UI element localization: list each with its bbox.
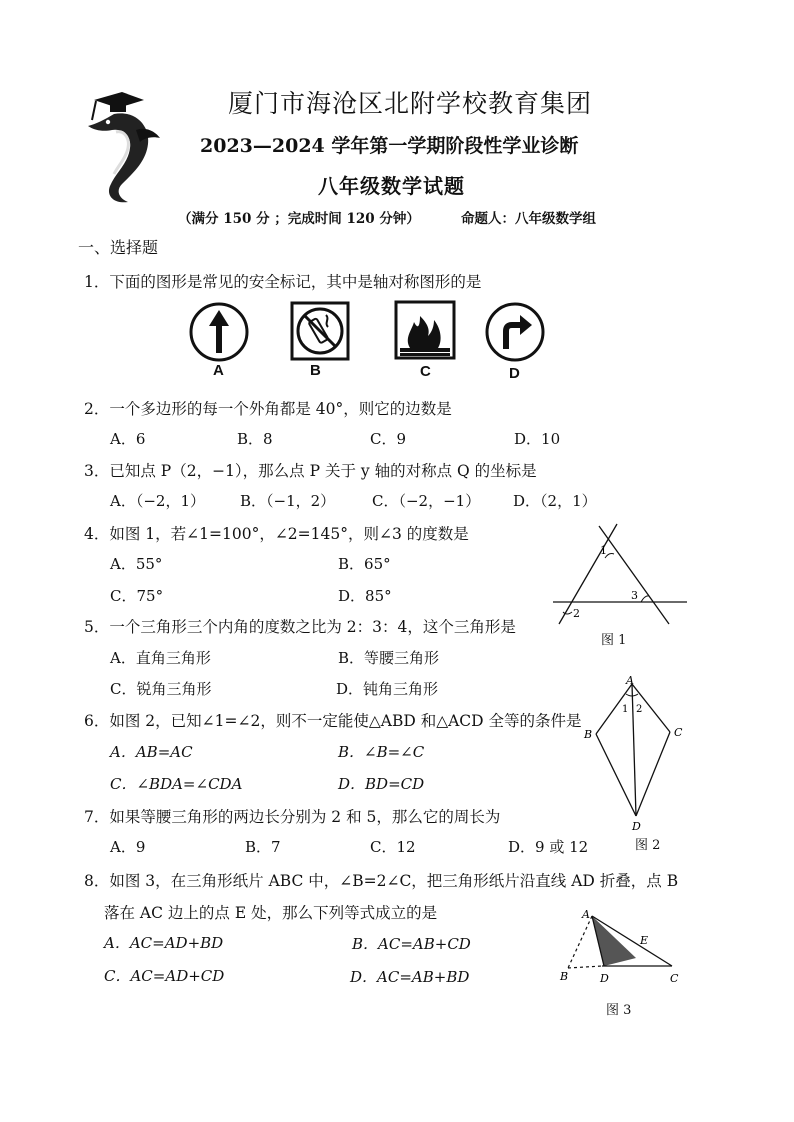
question-8-stem: 8．如图 3，在三角形纸片 ABC 中，∠B=2∠C，把三角形纸片沿直线 AD 折叠，点 B bbox=[84, 872, 679, 890]
q4-option-d: D．85° bbox=[338, 587, 392, 605]
q2-option-a: A．6 bbox=[110, 430, 146, 448]
q7-option-c: C．12 bbox=[370, 838, 416, 856]
fig3-label-c: C bbox=[670, 972, 679, 985]
q1-option-a: A bbox=[213, 362, 224, 379]
question-2-stem: 2．一个多边形的每一个外角都是 40°，则它的边数是 bbox=[84, 400, 452, 418]
figure-2-diagram bbox=[580, 676, 692, 832]
fig2-label-d: D bbox=[632, 820, 641, 832]
q2-option-c: C．9 bbox=[370, 430, 407, 448]
q6-option-b: B．∠B=∠C bbox=[338, 743, 425, 761]
q6-option-d: D．BD=CD bbox=[338, 775, 425, 793]
question-6-stem: 6．如图 2，已知∠1=∠2，则不一定能使△ABD 和△ACD 全等的条件是 bbox=[84, 712, 582, 730]
fig1-label-1: 1 bbox=[600, 544, 607, 557]
q1-option-d: D bbox=[509, 365, 520, 382]
no-smoking-sign-icon bbox=[290, 301, 350, 361]
question-8-stem-line2: 落在 AC 边上的点 E 处，那么下列等式成立的是 bbox=[104, 904, 438, 922]
q7-option-d: D．9 或 12 bbox=[508, 838, 589, 856]
q8-option-a: A．AC=AD+BD bbox=[104, 934, 224, 952]
turn-right-sign-icon bbox=[484, 301, 546, 363]
school-name: 厦门市海沧区北附学校教育集团 bbox=[228, 89, 593, 118]
q3-option-b: B．（−1，2） bbox=[240, 492, 336, 510]
q8-option-d: D．AC=AB+BD bbox=[350, 968, 470, 986]
question-5-stem: 5．一个三角形三个内角的度数之比为 2：3：4，这个三角形是 bbox=[84, 618, 516, 636]
q1-option-b: B bbox=[310, 362, 321, 379]
fig2-label-c: C bbox=[674, 726, 683, 739]
q8-option-b: B．AC=AB+CD bbox=[352, 935, 471, 953]
figure-1-caption: 图 1 bbox=[601, 633, 627, 648]
q4-option-a: A．55° bbox=[110, 555, 163, 573]
question-7-stem: 7．如果等腰三角形的两边长分别为 2 和 5，那么它的周长为 bbox=[84, 808, 501, 826]
fig1-label-3: 3 bbox=[631, 589, 638, 602]
q5-option-b: B．等腰三角形 bbox=[338, 649, 440, 667]
q7-option-b: B．7 bbox=[245, 838, 281, 856]
q4-option-b: B．65° bbox=[338, 555, 391, 573]
section-title: 一、选择题 bbox=[78, 238, 159, 257]
dolphin-logo-icon bbox=[76, 86, 168, 208]
fig3-label-a: A bbox=[582, 908, 590, 921]
q5-option-d: D．钝角三角形 bbox=[336, 680, 439, 698]
question-1-stem: 1．下面的图形是常见的安全标记，其中是轴对称图形的是 bbox=[84, 273, 482, 291]
q7-option-a: A．9 bbox=[110, 838, 146, 856]
q3-option-a: A．（−2，1） bbox=[110, 492, 205, 510]
figure-2-caption: 图 2 bbox=[635, 838, 661, 853]
q3-option-d: D．（2，1） bbox=[513, 492, 597, 510]
figure-3-diagram bbox=[556, 906, 686, 988]
q8-option-c: C．AC=AD+CD bbox=[104, 967, 225, 985]
q2-option-d: D．10 bbox=[514, 430, 561, 448]
q5-option-c: C．锐角三角形 bbox=[110, 680, 212, 698]
exam-subject-title: 八年级数学试题 bbox=[318, 174, 465, 198]
question-4-stem: 4．如图 1，若∠1=100°，∠2=145°，则∠3 的度数是 bbox=[84, 525, 469, 543]
q6-option-c: C．∠BDA=∠CDA bbox=[110, 775, 243, 793]
fig3-label-b: B bbox=[560, 970, 569, 983]
figure-1-diagram bbox=[553, 520, 693, 628]
q3-option-c: C．（−2，−1） bbox=[372, 492, 481, 510]
fig1-label-2: 2 bbox=[573, 607, 580, 620]
figure-3-caption: 图 3 bbox=[606, 1003, 632, 1018]
arrow-up-sign-icon bbox=[188, 301, 250, 363]
q1-option-c: C bbox=[420, 363, 431, 380]
fig2-label-b: B bbox=[584, 728, 593, 741]
question-3-stem: 3．已知点 P（2，−1），那么点 P 关于 y 轴的对称点 Q 的坐标是 bbox=[84, 462, 537, 480]
q2-option-b: B．8 bbox=[237, 430, 273, 448]
exam-info: （满分 150 分 ；完成时间 120 分钟） bbox=[178, 211, 420, 227]
q4-option-c: C．75° bbox=[110, 587, 164, 605]
exam-author: 命题人：八年级数学组 bbox=[461, 211, 596, 227]
exam-term-title: 2023—2024 学年第一学期阶段性学业诊断 bbox=[200, 135, 579, 157]
fig3-label-e: E bbox=[640, 934, 649, 947]
fig2-label-2: 2 bbox=[636, 704, 643, 715]
flammable-sign-icon bbox=[394, 300, 456, 360]
fig3-label-d: D bbox=[600, 972, 609, 985]
fig2-label-1: 1 bbox=[622, 704, 629, 715]
q5-option-a: A．直角三角形 bbox=[110, 649, 211, 667]
q6-option-a: A．AB=AC bbox=[110, 743, 193, 761]
fig2-label-a: A bbox=[626, 676, 634, 687]
